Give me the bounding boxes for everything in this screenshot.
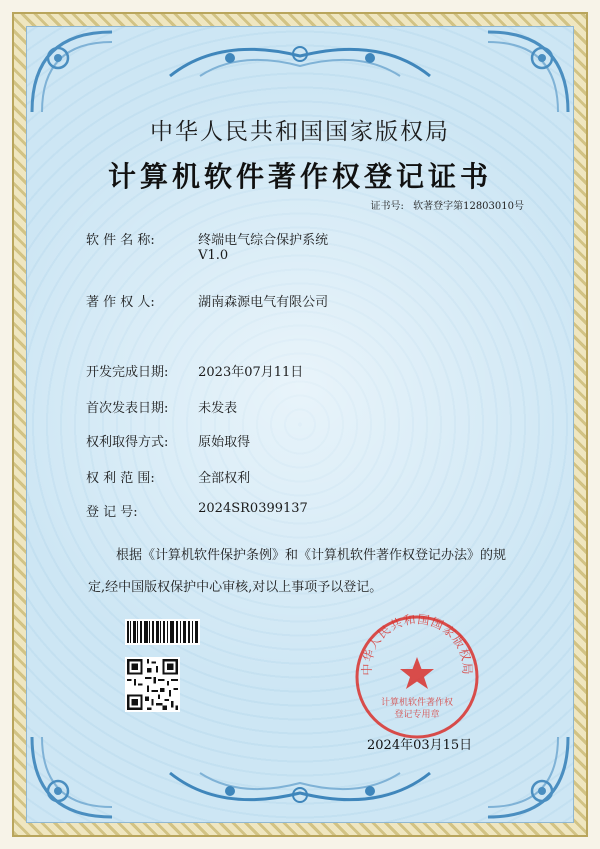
seal-outer-text: 中华人民共和国国家版权局 xyxy=(359,613,475,676)
seal-inner-line-1: 计算机软件著作权 xyxy=(380,698,454,708)
acquire-value: 原始取得 xyxy=(198,435,251,450)
owner-value: 湖南森源电气有限公司 xyxy=(198,295,329,310)
corner-ornament-icon xyxy=(484,28,572,116)
field-acquire-method xyxy=(86,431,250,450)
bottom-scroll-ornament-icon xyxy=(160,763,440,813)
software-name-line: 终端电气综合保护系统 xyxy=(198,233,329,248)
corner-ornament-icon xyxy=(28,28,116,116)
field-software-name xyxy=(86,229,328,263)
issuing-authority: 中华人民共和国国家版权局 xyxy=(150,119,450,145)
acquire-label: 权利取得方式: xyxy=(86,435,169,450)
field-rights-scope xyxy=(86,467,250,486)
corner-ornament-icon xyxy=(28,733,116,821)
certificate-number-value: 软著登字第12803010号 xyxy=(413,201,524,212)
scope-label: 权 利 范 围: xyxy=(86,471,155,486)
reg-no-label: 登 记 号: xyxy=(86,505,138,520)
scope-value: 全部权利 xyxy=(198,471,251,486)
publish-date-value: 未发表 xyxy=(198,401,238,416)
corner-ornament-icon xyxy=(484,733,572,821)
certificate-number xyxy=(365,197,524,212)
registration-statement: 根据《计算机软件保护条例》和《计算机软件著作权登记办法》的规定,经中国版权保护中心审核,对以上事项予以登记。 xyxy=(88,548,507,595)
dev-date-label: 开发完成日期: xyxy=(86,365,169,380)
top-scroll-ornament-icon xyxy=(160,36,440,86)
qr-code-icon xyxy=(125,657,180,712)
field-dev-date xyxy=(86,361,303,380)
certificate-title: 计算机软件著作权登记证书 xyxy=(107,160,492,193)
software-name-value xyxy=(198,229,328,263)
software-version: V1.0 xyxy=(198,248,229,263)
field-registration-number xyxy=(86,501,308,520)
seal-inner-line-2: 登记专用章 xyxy=(394,710,440,720)
publish-date-label: 首次发表日期: xyxy=(86,401,169,416)
issue-date: 2024年03月15日 xyxy=(367,738,473,753)
seal-star-icon xyxy=(400,657,434,689)
certificate-number-label: 证书号: xyxy=(370,201,404,212)
owner-label: 著 作 权 人: xyxy=(86,295,155,310)
barcode-icon xyxy=(125,619,200,645)
dev-date-value: 2023年07月11日 xyxy=(198,365,304,380)
official-seal-icon xyxy=(353,613,481,741)
field-copyright-owner xyxy=(86,291,328,310)
software-name-label: 软 件 名 称: xyxy=(86,233,155,248)
field-publish-date xyxy=(86,397,237,416)
reg-no-value: 2024SR0399137 xyxy=(198,501,308,516)
